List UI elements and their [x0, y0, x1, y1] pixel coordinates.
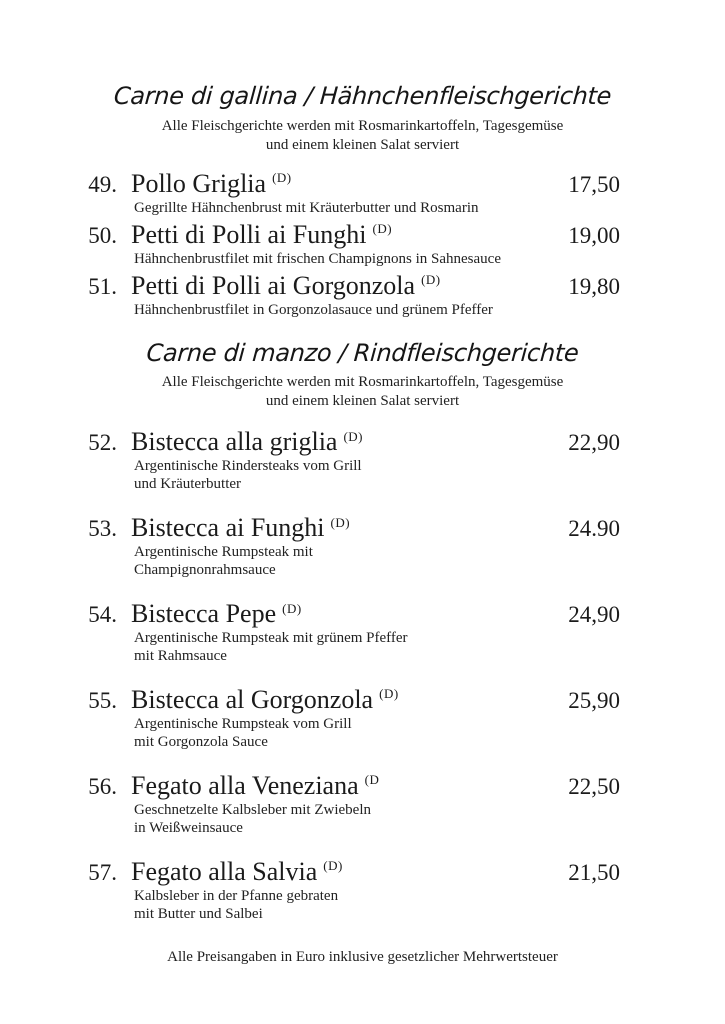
item-number: 56. — [88, 774, 117, 800]
item-name-text: Fegato alla Salvia — [131, 856, 318, 886]
item-description — [0, 199, 725, 217]
item-number: 57. — [88, 859, 117, 885]
item-description — [0, 250, 725, 268]
item-row — [0, 771, 725, 801]
item-price: 22,90 — [568, 430, 620, 456]
item-allergen-code: (D) — [323, 858, 343, 874]
item-description-line1: Geschnetzelte Kalbsleber mit Zwiebeln — [134, 801, 371, 818]
item-number: 55. — [88, 688, 117, 714]
item-description-line2: und Kräuterbutter — [134, 476, 242, 493]
item-name — [117, 685, 530, 715]
item-number: 53. — [88, 516, 117, 542]
item-name-text: Fegato alla Veneziana — [131, 771, 359, 801]
item-description — [0, 543, 725, 579]
item-description-line1: Gegrillte Hähnchenbrust mit Kräuterbutter und Rosmarin — [134, 199, 479, 216]
item-description-line1: Argentinische Rumpsteak mit — [134, 544, 313, 561]
item-description — [0, 715, 725, 751]
item-number: 54. — [88, 602, 117, 628]
item-price: 24,90 — [568, 602, 620, 628]
item-description-line1: Argentinische Rindersteaks vom Grill — [134, 458, 362, 475]
menu-item-57 — [0, 857, 725, 923]
item-allergen-code: (D) — [372, 221, 393, 237]
item-price: 22,50 — [568, 774, 620, 800]
menu-item-52 — [0, 427, 725, 493]
item-price: 21,50 — [568, 859, 620, 885]
item-description-line2: mit Gorgonzola Sauce — [134, 734, 268, 751]
section-subtitle-line2: und einem kleinen Salat serviert — [265, 393, 460, 410]
menu-item-53 — [0, 513, 725, 579]
item-name — [117, 513, 530, 543]
item-name — [117, 271, 530, 301]
item-allergen-code: (D) — [330, 514, 351, 530]
item-description — [0, 801, 725, 837]
section-chicken-dishes — [0, 82, 725, 319]
item-name-text: Bistecca Pepe — [131, 599, 277, 629]
item-name — [117, 427, 530, 457]
item-description — [0, 887, 725, 923]
item-row — [0, 685, 725, 715]
item-description-line1: Hähnchenbrustfilet mit frischen Champignons in Sahnesauce — [134, 250, 501, 267]
item-price: 19,80 — [568, 273, 620, 299]
item-allergen-code: (D — [364, 772, 380, 788]
item-name-text: Bistecca al Gorgonzola — [131, 685, 374, 715]
menu-item-55 — [0, 685, 725, 751]
item-allergen-code: (D) — [379, 686, 399, 702]
item-allergen-code: (D) — [421, 272, 441, 288]
item-name-text: Bistecca ai Funghi — [131, 513, 325, 543]
item-description-line1: Kalbsleber in der Pfanne gebraten — [134, 887, 339, 904]
item-description — [0, 629, 725, 665]
section-title-beef: Carne di manzo / Rindfleischgerichte — [145, 338, 580, 367]
item-description-line2: mit Butter und Salbei — [134, 905, 263, 922]
item-number: 50. — [88, 222, 117, 248]
item-list-chicken — [0, 169, 725, 319]
item-name-text: Petti di Polli ai Gorgonzola — [131, 270, 416, 300]
section-subtitle-line1: Alle Fleischgerichte werden mit Rosmarinkartoffeln, Tagesgemüse — [161, 117, 564, 134]
section-subtitle-chicken — [0, 117, 725, 155]
item-list-beef — [0, 427, 725, 922]
item-row — [0, 169, 725, 199]
menu-item-50 — [0, 220, 725, 268]
price-disclaimer: Alle Preisangaben in Euro inklusive gesetzlicher Mehrwertsteuer — [167, 948, 558, 965]
item-allergen-code: (D) — [282, 600, 302, 616]
item-description-line1: Argentinische Rumpsteak vom Grill — [134, 716, 352, 733]
section-beef-dishes — [0, 339, 725, 923]
item-name-text: Bistecca alla griglia — [131, 427, 338, 457]
item-price: 19,00 — [568, 222, 620, 248]
item-description — [0, 457, 725, 493]
item-row — [0, 599, 725, 629]
item-row — [0, 857, 725, 887]
item-description-line1: Hähnchenbrustfilet in Gorgonzolasauce und grünem Pfeffer — [134, 301, 493, 318]
item-number: 49. — [88, 171, 117, 197]
item-row — [0, 271, 725, 301]
item-name-text: Pollo Griglia — [131, 168, 267, 198]
menu-item-54 — [0, 599, 725, 665]
menu-item-56 — [0, 771, 725, 837]
item-description-line1: Argentinische Rumpsteak mit grünem Pfeffer — [134, 630, 408, 647]
item-description — [0, 301, 725, 319]
item-name — [117, 599, 530, 629]
section-subtitle-line1: Alle Fleischgerichte werden mit Rosmarinkartoffeln, Tagesgemüse — [161, 374, 564, 391]
item-number: 52. — [88, 430, 117, 456]
item-name — [117, 169, 530, 199]
item-price: 17,50 — [568, 171, 620, 197]
item-row — [0, 220, 725, 250]
section-subtitle-beef — [0, 373, 725, 411]
item-description-line2: in Weißweinsauce — [134, 819, 243, 836]
item-name — [117, 220, 530, 250]
item-price: 24.90 — [568, 516, 620, 542]
item-description-line2: Champignonrahmsauce — [134, 562, 276, 579]
item-name — [117, 771, 530, 801]
section-subtitle-line2: und einem kleinen Salat serviert — [265, 136, 460, 153]
item-name — [117, 857, 530, 887]
item-allergen-code: (D) — [272, 170, 292, 186]
item-price: 25,90 — [568, 688, 620, 714]
item-number: 51. — [88, 273, 117, 299]
section-title-chicken: Carne di gallina / Hähnchenfleischgerichte — [112, 82, 613, 110]
item-row — [0, 427, 725, 457]
menu-item-51 — [0, 271, 725, 319]
item-row — [0, 513, 725, 543]
menu-item-49 — [0, 169, 725, 217]
item-description-line2: mit Rahmsauce — [134, 648, 227, 665]
item-name-text: Petti di Polli ai Funghi — [131, 219, 367, 249]
item-allergen-code: (D) — [343, 428, 364, 444]
